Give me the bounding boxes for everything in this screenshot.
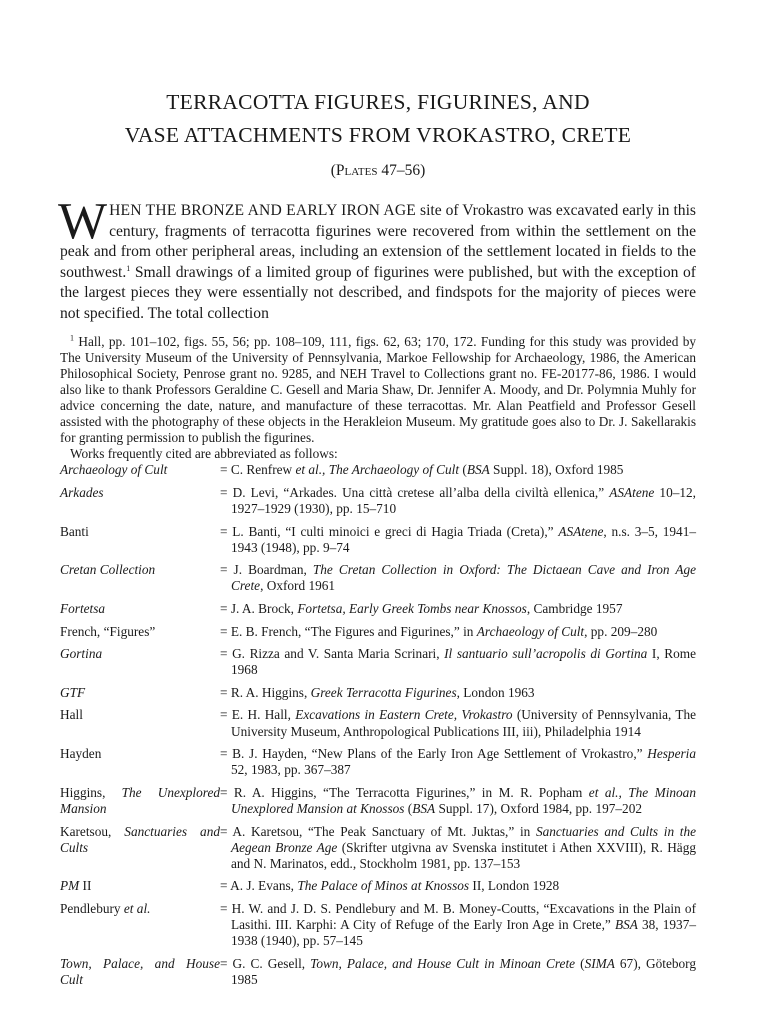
abbr-key: Karetsou, Sanctuaries and Cults: [60, 823, 220, 855]
abbr-value: = C. Renfrew et al., The Archaeology of Cult (BSA Suppl. 18), Oxford 1985: [220, 462, 624, 478]
plates-reference: (Plates 47–56): [330, 162, 426, 179]
abbr-row: [60, 485, 696, 517]
footnote-1: [60, 334, 696, 447]
abbr-key: Hall: [60, 707, 83, 723]
abbr-row: [60, 624, 696, 640]
abbr-value: = D. Levi, “Arkades. Una città cretese all’alba della civiltà ellenica,” ASAtene 10–12, 1927–1929 (1930), pp. 15–710: [220, 484, 696, 516]
abbr-row: [60, 524, 696, 556]
abbr-value: = A. J. Evans, The Palace of Minos at Knossos II, London 1928: [220, 878, 560, 894]
abbr-row: [60, 707, 696, 739]
abbr-value: = B. J. Hayden, “New Plans of the Early Iron Age Settlement of Vrokastro,” Hesperia 52, 1983, pp. 367–387: [220, 746, 696, 778]
abbr-row: [60, 746, 696, 778]
abbr-row: [60, 646, 696, 678]
works-intro: Works frequently cited are abbreviated as follows:: [70, 446, 338, 462]
abbr-row: [60, 785, 696, 817]
intro-text-b: Small drawings of a limited group of figurines were published, but with the exception of the largest pieces they were essentially not described, and findspots for the majority of pieces were not specified. The total collection: [60, 263, 696, 322]
abbr-key: Pendlebury et al.: [60, 900, 151, 916]
footnote-marker: 1: [126, 263, 131, 273]
abbr-key: Archaeology of Cult: [60, 462, 168, 478]
abbr-value: = E. B. French, “The Figures and Figurines,” in Archaeology of Cult, pp. 209–280: [220, 623, 658, 639]
abbr-key: Banti: [60, 523, 89, 539]
abbr-key: Hayden: [60, 746, 102, 762]
abbr-value: = J. Boardman, The Cretan Collection in Oxford: The Dictaean Cave and Iron Age Crete, Oxford 1961: [220, 562, 696, 594]
abbr-key: Higgins, The Unexplored Mansion: [60, 784, 220, 816]
abbr-value: = L. Banti, “I culti minoici e greci di Hagia Triada (Creta),” ASAtene, n.s. 3–5, 1941–1943 (1948), pp. 9–74: [220, 523, 696, 555]
title-line-1: TERRACOTTA FIGURES, FIGURINES, AND: [166, 90, 590, 114]
lead-caps: HEN THE BRONZE AND EARLY IRON AGE: [109, 202, 417, 219]
abbr-value: = R. A. Higgins, Greek Terracotta Figurines, London 1963: [220, 684, 535, 700]
abbr-row: [60, 562, 696, 594]
abbr-key: Arkades: [60, 484, 104, 500]
footnote-1-text: Hall, pp. 101–102, figs. 55, 56; pp. 108–109, 111, figs. 62, 63; 170, 172. Funding for this study was provided by The University Museum of the University of Pennsylvania, Markoe Fellowship for Archaeology, 1986, the American Philosophical Society, Penrose grant no. 9285, and NEH Travel to Collections grant no. FE-20177-86, 1986. I would also like to thank Professors Geraldine C. Gesell and Maria Shaw, Dr. Jennifer A. Moody, and Dr. Polymnia Muhly for advice concerning the date, nature, and manufacture of these terracottas. Mr. Alan Peatfield and Professor Gesell assisted with the photography of these objects in the Herakleion Museum. My gratitude goes also to Dr. J. Sakellarakis for granting permission to publish the figurines.: [60, 333, 696, 446]
abbr-row: [60, 878, 696, 894]
abbr-value: = R. A. Higgins, “The Terracotta Figurines,” in M. R. Popham et al., The Minoan Unexplored Mansion at Knossos (BSA Suppl. 17), Oxford 1984, pp. 197–202: [220, 784, 696, 816]
abbr-key: Cretan Collection: [60, 562, 156, 578]
footnotes: [60, 334, 696, 988]
abbr-value: = E. H. Hall, Excavations in Eastern Crete, Vrokastro (University of Pennsylvania, The University Museum, Anthropological Publications III, iii), Philadelphia 1914: [220, 707, 696, 739]
abbr-row: [60, 824, 696, 872]
title-line-2: VASE ATTACHMENTS FROM VROKASTRO, CRETE: [124, 123, 632, 147]
abbr-value: = A. Karetsou, “The Peak Sanctuary of Mt. Juktas,” in Sanctuaries and Cults in the Aegean Bronze Age (Skrifter utgivna av Svenska institutet i Athen XXVIII), R. Hägg and N. Marinatos, edd., Stockholm 1981, pp. 137–153: [220, 823, 696, 871]
abbr-row: [60, 901, 696, 949]
article-title: [60, 86, 696, 152]
abbr-row: [60, 685, 696, 701]
drop-cap: W: [58, 193, 108, 250]
abbr-key: French, “Figures”: [60, 623, 156, 639]
abbr-row: [60, 601, 696, 617]
abbr-key: Town, Palace, and House Cult: [60, 955, 220, 987]
footnote-1-mark: 1: [70, 333, 74, 343]
article-page: [60, 86, 696, 994]
abbr-key: Gortina: [60, 646, 103, 662]
abbreviation-list: [60, 462, 696, 988]
abbr-value: = G. Rizza and V. Santa Maria Scrinari, Il santuario sull’acropolis di Gortina I, Rome 1968: [220, 646, 696, 678]
abbr-key: Fortetsa: [60, 600, 106, 616]
abbr-key: PM II: [60, 878, 92, 894]
abbr-row: [60, 462, 696, 478]
abbr-key: GTF: [60, 684, 86, 700]
intro-text-a: site of Vrokastro was excavated early in this century, fragments of terracotta figurines were recovered from within the settlement on the peak and from other peripheral areas, including an extension of the settlement located in fields to the southwest.: [60, 202, 696, 281]
abbr-row: [60, 956, 696, 988]
abbr-value: = H. W. and J. D. S. Pendlebury and M. B. Money-Coutts, “Excavations in the Plain of Lasithi. III. Karphi: A City of Refuge of the Early Iron Age in Crete,” BSA 38, 1937–1938 (1940), pp. 57–145: [220, 900, 696, 949]
abbr-value: = J. A. Brock, Fortetsa, Early Greek Tombs near Knossos, Cambridge 1957: [220, 600, 623, 616]
abbr-value: = G. C. Gesell, Town, Palace, and House Cult in Minoan Crete (SIMA 67), Göteborg 1985: [220, 955, 696, 987]
intro-paragraph: [58, 193, 696, 325]
